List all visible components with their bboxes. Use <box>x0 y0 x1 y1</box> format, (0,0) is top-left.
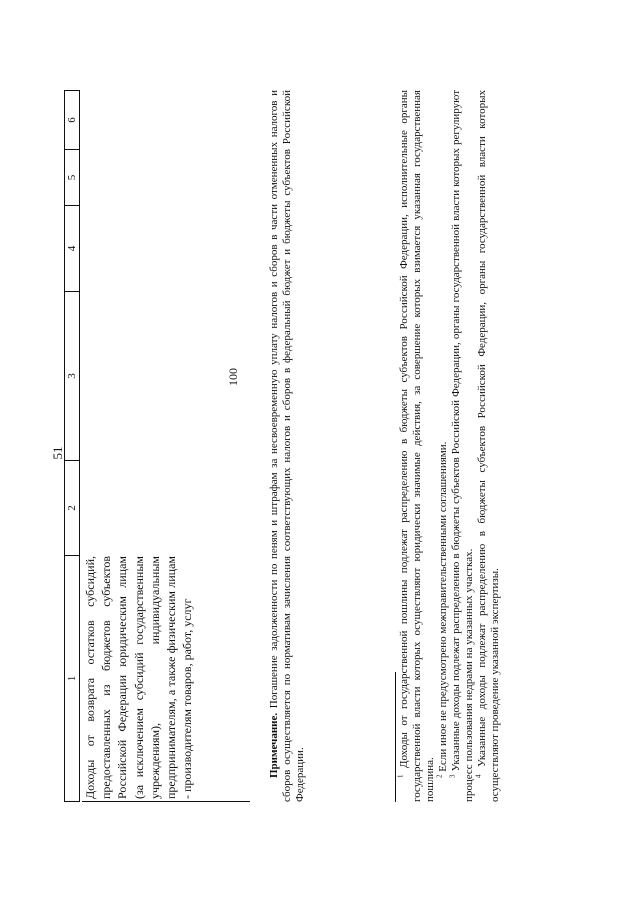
row-col-4 <box>80 207 250 292</box>
header-col-1: 1 <box>65 556 79 802</box>
header-col-6: 6 <box>65 90 79 150</box>
table-row <box>80 90 250 802</box>
note-paragraph <box>268 90 307 802</box>
page-number: 51 <box>50 446 65 460</box>
footnote-text: Если иное не предусмотрено межправительственными соглашениями. <box>437 441 449 772</box>
footnote-text: Указанные доходы подлежат распределению в бюджеты субъектов Российской Федерации, органы государственной власти которых регулируют процесс пользования недрами на указанных участках. <box>450 90 475 802</box>
row-col-3 <box>80 293 250 461</box>
row-col-2 <box>80 462 250 556</box>
footnote-mark: 3 <box>448 774 457 778</box>
footnote-3 <box>450 90 476 802</box>
row-revenue-name: Доходы от возврата остатков субсидий, предоставленных из бюджетов субъектов Российской Федерации юридическим лицам (за исключением субсидий государственным учреждениям), индивидуальным предпринимателям, а также физическим лицам - производителям товаров, работ, услуг <box>82 556 250 802</box>
footnote-4 <box>476 90 502 802</box>
header-col-5: 5 <box>65 150 79 206</box>
footnote-1 <box>398 90 437 802</box>
footnote-divider <box>395 672 396 802</box>
footnote-mark: 2 <box>435 774 444 778</box>
row-col-6 <box>80 92 250 150</box>
note-label: Примечание. <box>268 712 280 778</box>
row-percent-value: 100 <box>226 368 240 386</box>
footnote-2 <box>437 90 450 802</box>
note-text: Погашение задолженности по пеням и штрафам за несвоевременную уплату налогов и сборов в части отмененных налогов и сборов осуществляется по нормативам зачисления соответствующих налогов и сборов в федеральный бюджет и бюджеты субъектов Российской Федерации. <box>268 90 306 802</box>
footnotes <box>398 90 502 802</box>
footnote-mark: 1 <box>396 774 405 778</box>
revenue-table <box>64 90 250 802</box>
table-header-row <box>64 90 80 802</box>
footnote-mark: 4 <box>474 774 483 778</box>
footnote-text: Доходы от государственной пошлины подлежат распределению в бюджеты субъектов Российской Федерации, исполнительные органы государственной власти которых осуществляют юридически значимые действия, за совершение которых взимается указанная государственная пошлина. <box>398 89 436 802</box>
row-col-5 <box>80 151 250 206</box>
header-col-3: 3 <box>65 292 79 461</box>
header-col-4: 4 <box>65 206 79 292</box>
footnote-text: Указанные доходы подлежат распределению в бюджеты субъектов Российской Федерации, органы государственной власти которых осуществляют проведение указанной экспертизы. <box>476 89 501 802</box>
header-col-2: 2 <box>65 461 79 556</box>
